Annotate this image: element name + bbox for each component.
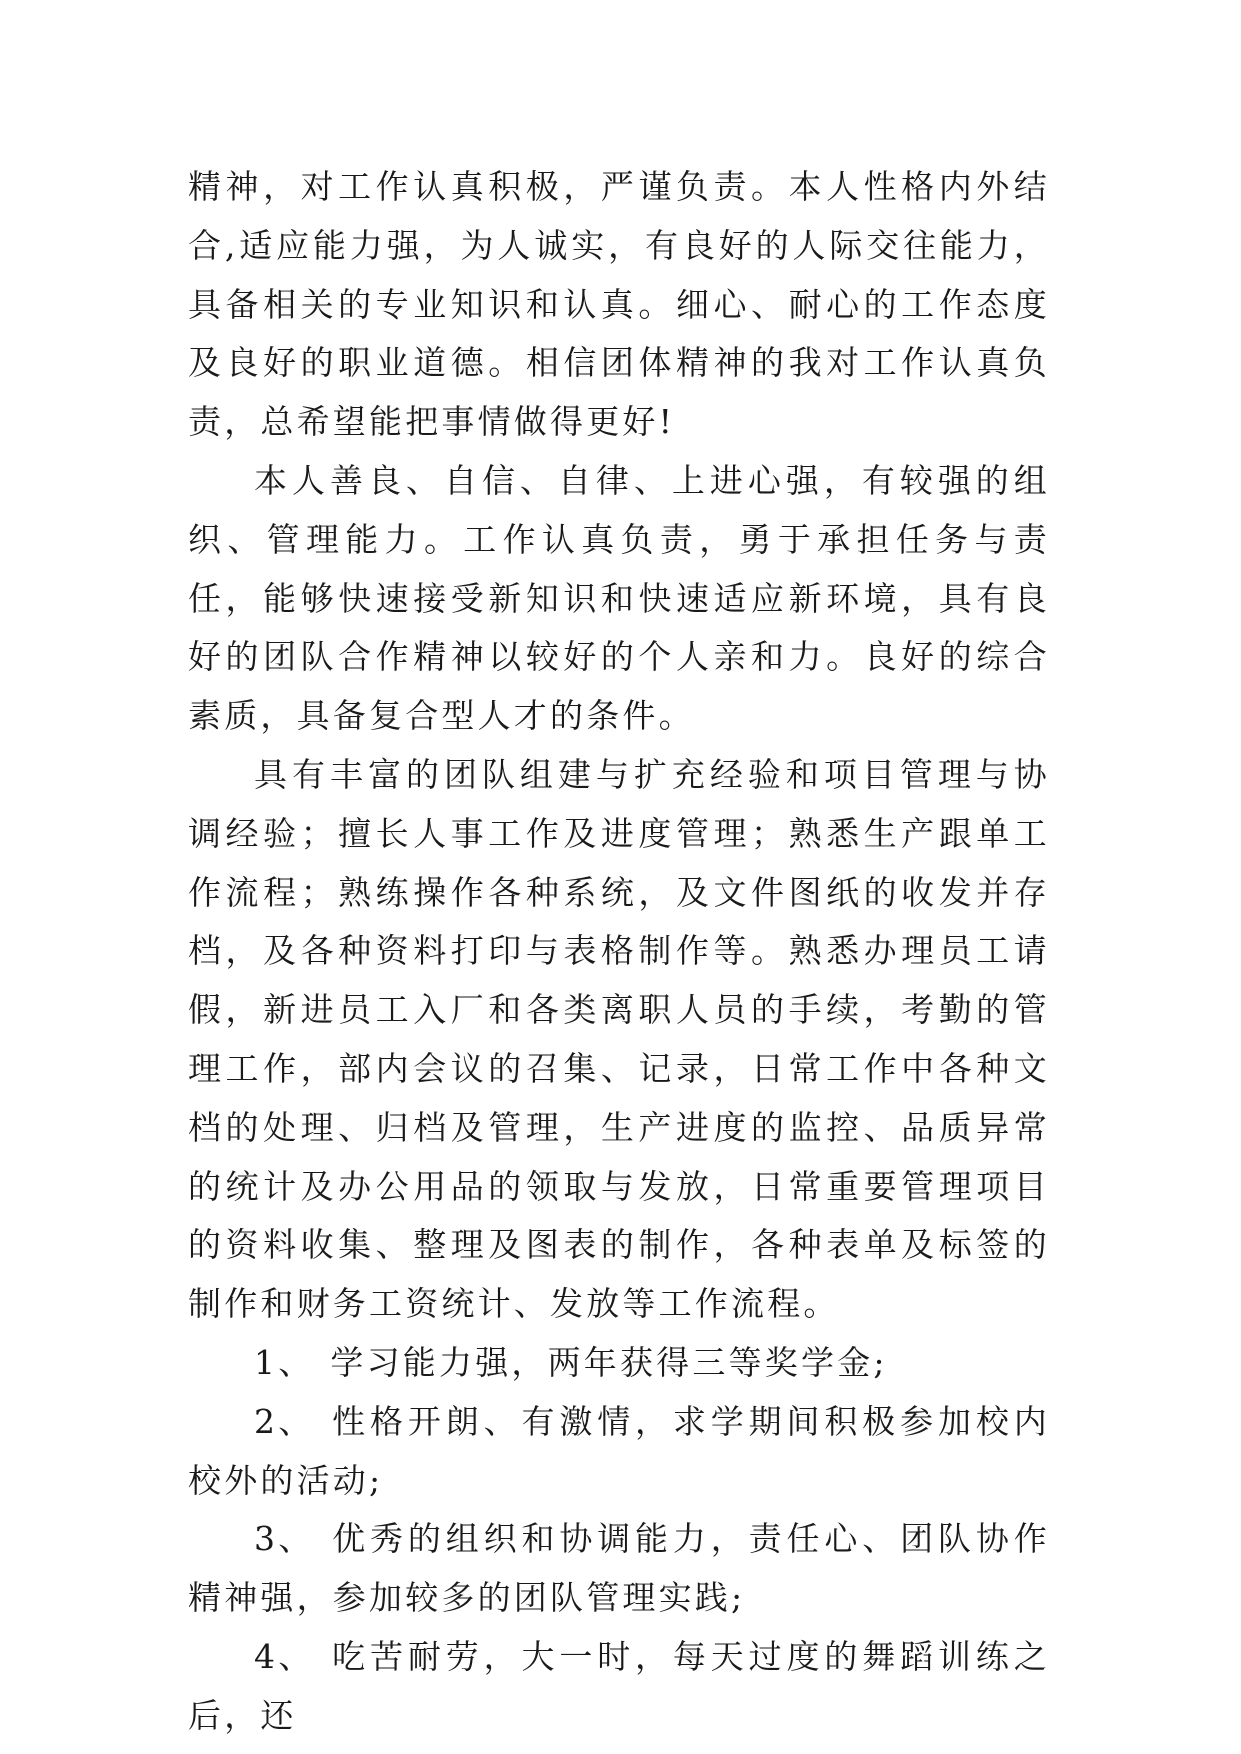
list-number: 4、: [254, 1636, 315, 1676]
list-text: 性格开朗、有激情，求学期间积极参加校内校外的活动;: [188, 1401, 1050, 1500]
list-text: 优秀的组织和协调能力，责任心、团队协作精神强，参加较多的团队管理实践;: [188, 1519, 1050, 1618]
list-item-3: [188, 1510, 1050, 1628]
list-number: 1、: [254, 1342, 315, 1382]
list-number: 2、: [254, 1401, 315, 1441]
paragraph-1: 精神，对工作认真积极，严谨负责。本人性格内外结合,适应能力强，为人诚实，有良好的人际交往能力，具备相关的专业知识和认真。细心、耐心的工作态度及良好的职业道德。相信团体精神的我对工作认真负责，总希望能把事情做得更好!: [188, 167, 1050, 442]
list-item-1: [188, 1334, 1050, 1393]
list-item-4: [188, 1628, 1050, 1746]
list-item-2: [188, 1393, 1050, 1511]
list-text: 吃苦耐劳，大一时，每天过度的舞蹈训练之后，还: [188, 1636, 1050, 1735]
paragraph-3: 具有丰富的团队组建与扩充经验和项目管理与协调经验；擅长人事工作及进度管理；熟悉生产跟单工作流程；熟练操作各种系统，及文件图纸的收发并存档，及各种资料打印与表格制作等。熟悉办理员工请假，新进员工入厂和各类离职人员的手续，考勤的管理工作，部内会议的召集、记录，日常工作中各种文档的处理、归档及管理，生产进度的监控、品质异常的统计及办公用品的领取与发放，日常重要管理项目的资料收集、整理及图表的制作，各种表单及标签的制作和财务工资统计、发放等工作流程。: [188, 754, 1050, 1324]
paragraph-2: 本人善良、自信、自律、上进心强，有较强的组织、管理能力。工作认真负责，勇于承担任务与责任，能够快速接受新知识和快速适应新环境，具有良好的团队合作精神以较好的个人亲和力。良好的综合素质，具备复合型人才的条件。: [188, 460, 1050, 736]
list-text: 学习能力强，两年获得三等奖学金;: [330, 1342, 888, 1382]
list-number: 3、: [254, 1519, 315, 1559]
document-body: [188, 158, 1050, 1746]
